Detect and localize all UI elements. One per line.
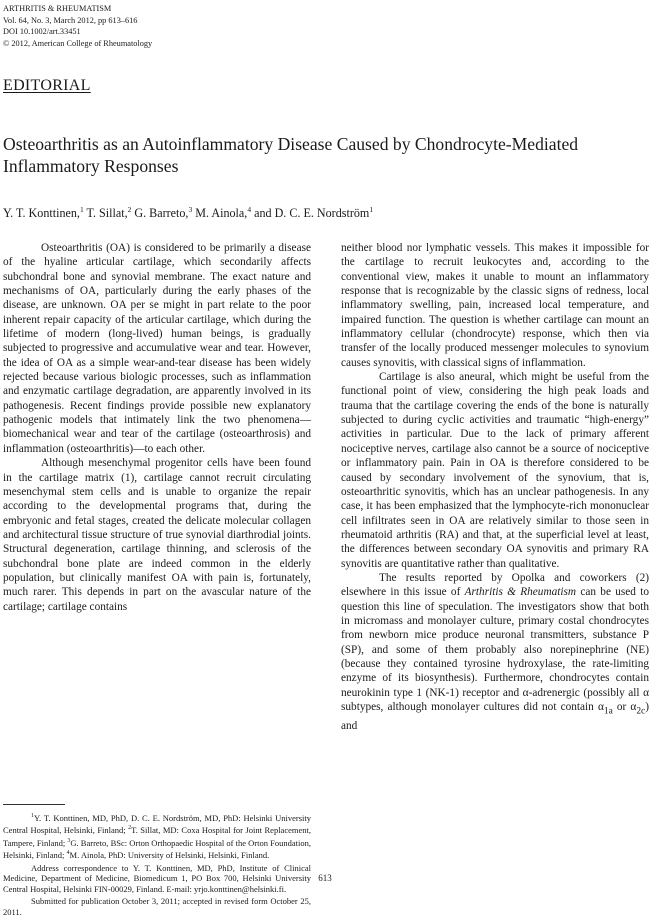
journal-masthead [3,3,152,49]
author-name: M. Ainola, [195,206,248,221]
copyright: © 2012, American College of Rheumatology [3,38,153,48]
footnote-divider [3,804,65,805]
correspondence-footnote: Address correspondence to Y. T. Konttinen, MD, PhD, Institute of Clinical Medicine, Department of Medicine, Biomedicum 1, PO Box 700, Helsinki University Central Hospital, Helsinki FIN-00029, Finland. E-mail: yrjo.konttinen@helsinki.fi. [3,862,311,894]
body-paragraph: Cartilage is also aneural, which might be useful from the functional point of view, considering the high peak loads and trauma that the cartilage covering the ends of the bone is naturally subjected to during cyclic activities and traumatic “high-energy” activities in particular. Due to the lack of primary afferent nociceptive nerves, cartilage also cannot be a source of nociceptive or inflammatory pain. Pain in OA is therefore considered to be caused by secondary involvement of the synovium, that is, osteoarthritic synovitis, which has an unclear pathogenesis. In any case, it has been emphasized that the lymphocyte-rich mononuclear cell infiltrates seen in OA are relatively similar to those seen in rheumatoid arthritis (RA) and that, at the superficial level at least, the differences between secondary OA synovitis and primary RA synovitis are quantitative rather than qualitative. [341,371,649,570]
affiliation-footnote: $^1$Y. T. Konttinen, MD, PhD, D. C. E. Nordström, MD, PhD: Helsinki University Central Hospital, Helsinki, Finland; $^2$T. Sillat, MD: Coxa Hospital for Joint Replacement, Tampere, Finland; $^3$G. Barreto, BSc: Orton Orthopaedic Hospital of the Orton Foundation, Helsinki, Finland; $^4$M. Ainola, PhD: University of Helsinki, Helsinki, Finland. [3,812,311,861]
right-column [341,241,649,733]
affiliation-marker: 1 [369,205,374,214]
left-column [3,241,311,614]
author-name: T. Sillat, [86,206,128,221]
volume-info: Vol. 64, No. 3, March 2012, pp 613–616 [3,15,138,25]
author [87,206,132,220]
section-heading: EDITORIAL [3,77,91,94]
author [134,206,192,220]
author [3,206,84,220]
page-number: 613 [318,873,332,883]
author [254,206,373,220]
article-title: Osteoarthritis as an Autoinflammatory Disease Caused by Chondrocyte-Mediated Inflammatory Responses [3,134,579,176]
journal-citation: Arthritis & Rheumatism [464,586,577,599]
author-name: and D. C. E. Nordström [254,206,370,221]
affiliation-marker: 3 [188,205,193,214]
affiliation-marker: 2 [127,205,132,214]
body-paragraph: Osteoarthritis (OA) is considered to be primarily a disease of the hyaline articular cartilage, which secondarily affects subchondral bone and synovial membrane. The exact nature and mechanisms of OA, particularly during the early phases of the disease, are unknown. OA per se might in part relate to the poor inherent repair capacity of the articular cartilage, which during the lifetime of modern (long-lived) human beings, is gradually subjected to progressive and accumulative wear and tear. However, the idea of OA as a simple wear-and-tear disease has been widely rejected because various biologic processes, such as inflammation and enzymatic cartilage degradation, are apparently involved in its pathogenesis. Recent findings provide possible new explanatory pathogenic models that intimately link the two phenomena—biomechanical wear and tear of the cartilage (osteoarthrosis) and inflammation (osteoarthritis)—to each other. [3,242,311,455]
journal-name: ARTHRITIS & RHEUMATISM [3,4,112,13]
doi: DOI 10.1002/art.33451 [3,27,81,37]
body-paragraph: The results reported by Opolka and coworkers (2) elsewhere in this issue of Arthritis & Rheumatism can be used to question this line of speculation. The investigators show that both in micromass and monolayer culture, primary costal chondrocytes from newborn mice produce neuronal transmitters, substance P (SP), and some of them probably also norepinephrine (NE) (because they contained tyrosine hydroxylase, the rate-limiting enzyme of its biosynthesis). Furthermore, chondrocytes contain neurokinin type 1 (NK-1) receptor and α-adrenergic (possibly all α subtypes, although monolayer cultures did not contain $\alpha_{1a}$ or $\alpha_{2c}$) and [341,571,649,732]
author-list [3,205,373,221]
affiliation-marker: 1 [79,205,84,214]
affiliation-marker: 4 [247,205,252,214]
body-paragraph-continued: neither blood nor lymphatic vessels. This makes it impossible for the cartilage to recruit leukocytes and, according to the conventional view, makes it unable to mount an inflammatory response that is recognizable by the classic signs of redness, local inflammatory swelling, pain, increased local temperature, and impaired function. The question is whether cartilage can mount an inflammatory cellular (chondrocyte) response, which then via transfer of the locally produced messenger molecules to synovium causes synovitis, with classical signs of inflammation. [341,242,649,369]
footnotes [3,811,311,920]
author-name: G. Barreto, [134,206,189,221]
body-paragraph: Although mesenchymal progenitor cells have been found in the cartilage matrix (1), cartilage cannot recruit circulating mesenchymal stem cells and is unable to organize the repair according to the developmental programs that, during the embryonic and fetal stages, created the delicate molecular collagen and architectural tissue structure of true synovial diarthrodial joints. Structural degeneration, cartilage thinning, and sclerosis of the subchondral bone plate are indeed common in the elderly population, but clinically manifest OA with pain is, fortunately, much rarer. This depends in part on the avascular nature of the cartilage; cartilage contains [3,457,311,613]
author [195,206,251,220]
submission-footnote: Submitted for publication October 3, 2011; accepted in revised form October 25, 2011. [3,896,311,918]
author-name: Y. T. Konttinen, [3,206,80,221]
